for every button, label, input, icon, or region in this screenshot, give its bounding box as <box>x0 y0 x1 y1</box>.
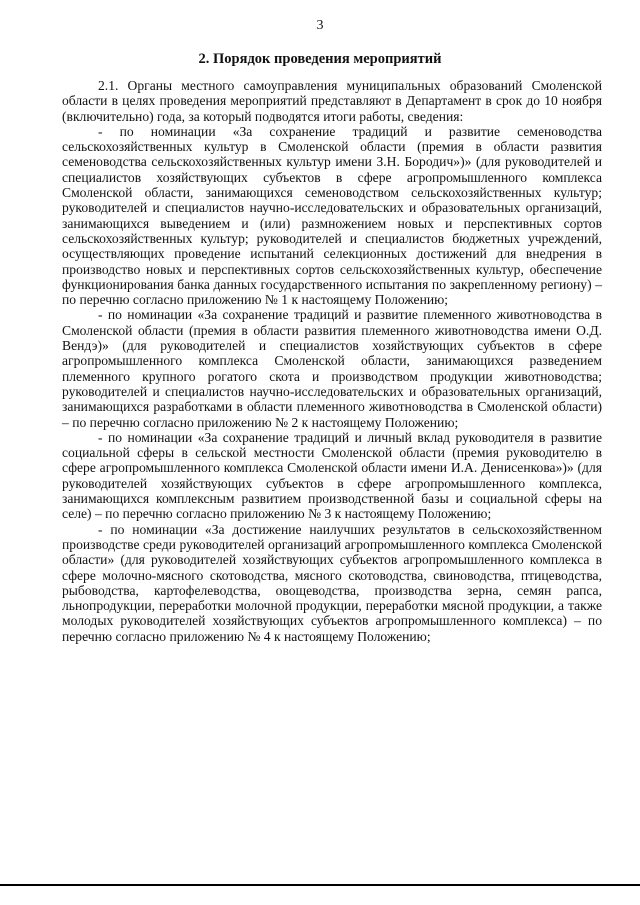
nomination-social-sphere: - по номинации «За сохранение традиций и личный вклад руководителя в развитие социальной сферы в сельской местности Смоленской области (премия руководителю в сфере агропромышленного комплекса Смоленской области имени И.А. Денисенкова»)» (для руководителей хозяйствующих субъектов в сфере агропромышленного комплекса, занимающихся комплексным развитием производственной базы и социальной сферы на селе) – по перечню согласно приложению № 3 к настоящему Положению; <box>62 429 602 522</box>
nomination-seed-production: - по номинации «За сохранение традиций и развитие семеноводства сельскохозяйственных культур в Смоленской области (премия в области развития семеноводства сельскохозяйственных культур имени З.Н. Бородич»)» (для руководителей и специалистов хозяйствующих субъектов в сфере агропромышленного комплекса Смоленской области, занимающихся семеноводством сельскохозяйственных культур; руководителей и специалистов научно-исследовательских и образовательных организаций, занимающихся выведением и (или) размножением новых и перспективных сортов сельскохозяйственных культур; руководителей и специалистов бюджетных учреждений, осуществляющих проведение испытаний селекционных достижений для внедрения в производство новых и перспективных сортов сельскохозяйственных культур, обеспечение функционирования банка данных государственного испытания по закрепленному региону) – по перечню согласно приложению № 1 к настоящему Положению; <box>62 123 602 308</box>
paragraph-2-1: 2.1. Органы местного самоуправления муниципальных образований Смоленской области в целях проведения мероприятий представляют в Департамент в срок до 10 ноября (включительно) года, за который подводятся итоги работы, сведения: <box>62 78 602 124</box>
section-heading: 2. Порядок проведения мероприятий <box>198 51 442 67</box>
document-body <box>62 78 602 644</box>
nomination-best-results: - по номинации «За достижение наилучших результатов в сельскохозяйственном производстве среди руководителей организаций агропромышленного комплекса Смоленской области» (для руководителей хозяйствующих субъектов агропромышленного комплекса в сфере молочно-мясного скотоводства, мясного скотоводства, свиноводства, птицеводства, рыбоводства, картофелеводства, овощеводства, производства зерна, семян рапса, льнопродукции, переработки молочной продукции, переработки мясной продукции, а также молодых руководителей хозяйствующих субъектов агропромышленного комплекса) – по перечню согласно приложению № 4 к настоящему Положению; <box>62 521 602 644</box>
page-bottom-rule <box>0 884 640 886</box>
nomination-breeding-livestock: - по номинации «За сохранение традиций и развитие племенного животноводства в Смоленской области (премия в области развития племенного животноводства имени О.Д. Вендэ)» (для руководителей и специалистов хозяйствующих субъектов в сфере агропромышленного комплекса Смоленской области, занимающихся разведением племенного крупного рогатого скота и производством продукции животноводства; руководителей и специалистов научно-исследовательских и образовательных организаций, занимающихся разработками в области племенного животноводства в Смоленской области) – по перечню согласно приложению № 2 к настоящему Положению; <box>62 307 602 430</box>
page-number: 3 <box>316 18 324 33</box>
